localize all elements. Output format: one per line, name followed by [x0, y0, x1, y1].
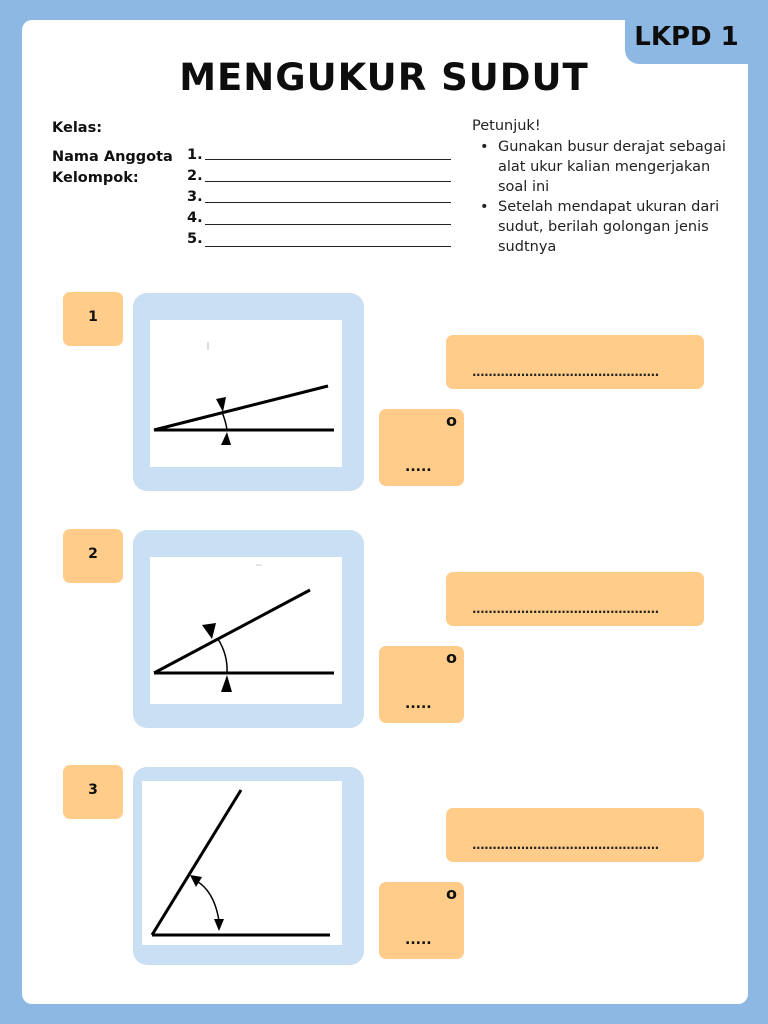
member-line-2[interactable] [205, 181, 451, 182]
angle-diagram-2 [150, 557, 342, 704]
angle-diagram-3 [142, 781, 342, 945]
answer-placeholder-3: .............................................. [472, 838, 659, 852]
page-title: MENGUKUR SUDUT [179, 56, 589, 99]
member-number-4: 4. [187, 210, 203, 226]
member-number-3: 3. [187, 189, 203, 205]
degree-placeholder-3: ..... [405, 932, 432, 948]
angle-figure-1 [150, 320, 342, 467]
bullet-icon: • [480, 139, 489, 155]
angle-figure-frame-1 [133, 293, 364, 491]
member-line-3[interactable] [205, 202, 451, 203]
answer-placeholder-2: .............................................. [472, 602, 659, 616]
member-number-1: 1. [187, 147, 203, 163]
angle-figure-frame-3 [133, 767, 364, 965]
degree-box-3[interactable] [379, 882, 464, 959]
instruction-item: • Setelah mendapat ukuran dari sudut, berilah golongan jenis sudtnya [480, 199, 720, 255]
degree-symbol-2: o [446, 648, 457, 667]
answer-box-2[interactable] [446, 572, 704, 626]
answer-placeholder-1: .............................................. [472, 365, 659, 379]
degree-placeholder-2: ..... [405, 696, 432, 712]
angle-figure-3 [142, 781, 342, 945]
degree-box-1[interactable] [379, 409, 464, 486]
question-number-2: 2 [63, 529, 123, 583]
question-number-3: 3 [63, 765, 123, 819]
nama-anggota-label: Nama Anggota [52, 149, 173, 165]
degree-symbol-3: o [446, 884, 457, 903]
angle-figure-frame-2 [133, 530, 364, 728]
bullet-icon: • [480, 199, 489, 215]
instruction-item: • Gunakan busur derajat sebagai alat ukur kalian mengerjakan soal ini [480, 139, 726, 195]
member-number-5: 5. [187, 231, 203, 247]
member-number-2: 2. [187, 168, 203, 184]
member-line-4[interactable] [205, 224, 451, 225]
instructions-list [478, 137, 728, 257]
answer-box-3[interactable] [446, 808, 704, 862]
answer-box-1[interactable] [446, 335, 704, 389]
angle-diagram-1 [150, 320, 342, 467]
member-line-1[interactable] [205, 159, 451, 160]
kelompok-label: Kelompok: [52, 170, 139, 186]
angle-figure-2 [150, 557, 342, 704]
kelas-label: Kelas: [52, 120, 102, 136]
degree-symbol-1: o [446, 411, 457, 430]
degree-box-2[interactable] [379, 646, 464, 723]
badge-label: LKPD 1 [634, 22, 739, 52]
question-number-1: 1 [63, 292, 123, 346]
member-line-5[interactable] [205, 246, 451, 247]
degree-placeholder-1: ..... [405, 459, 432, 475]
instructions-heading: Petunjuk! [472, 118, 541, 134]
